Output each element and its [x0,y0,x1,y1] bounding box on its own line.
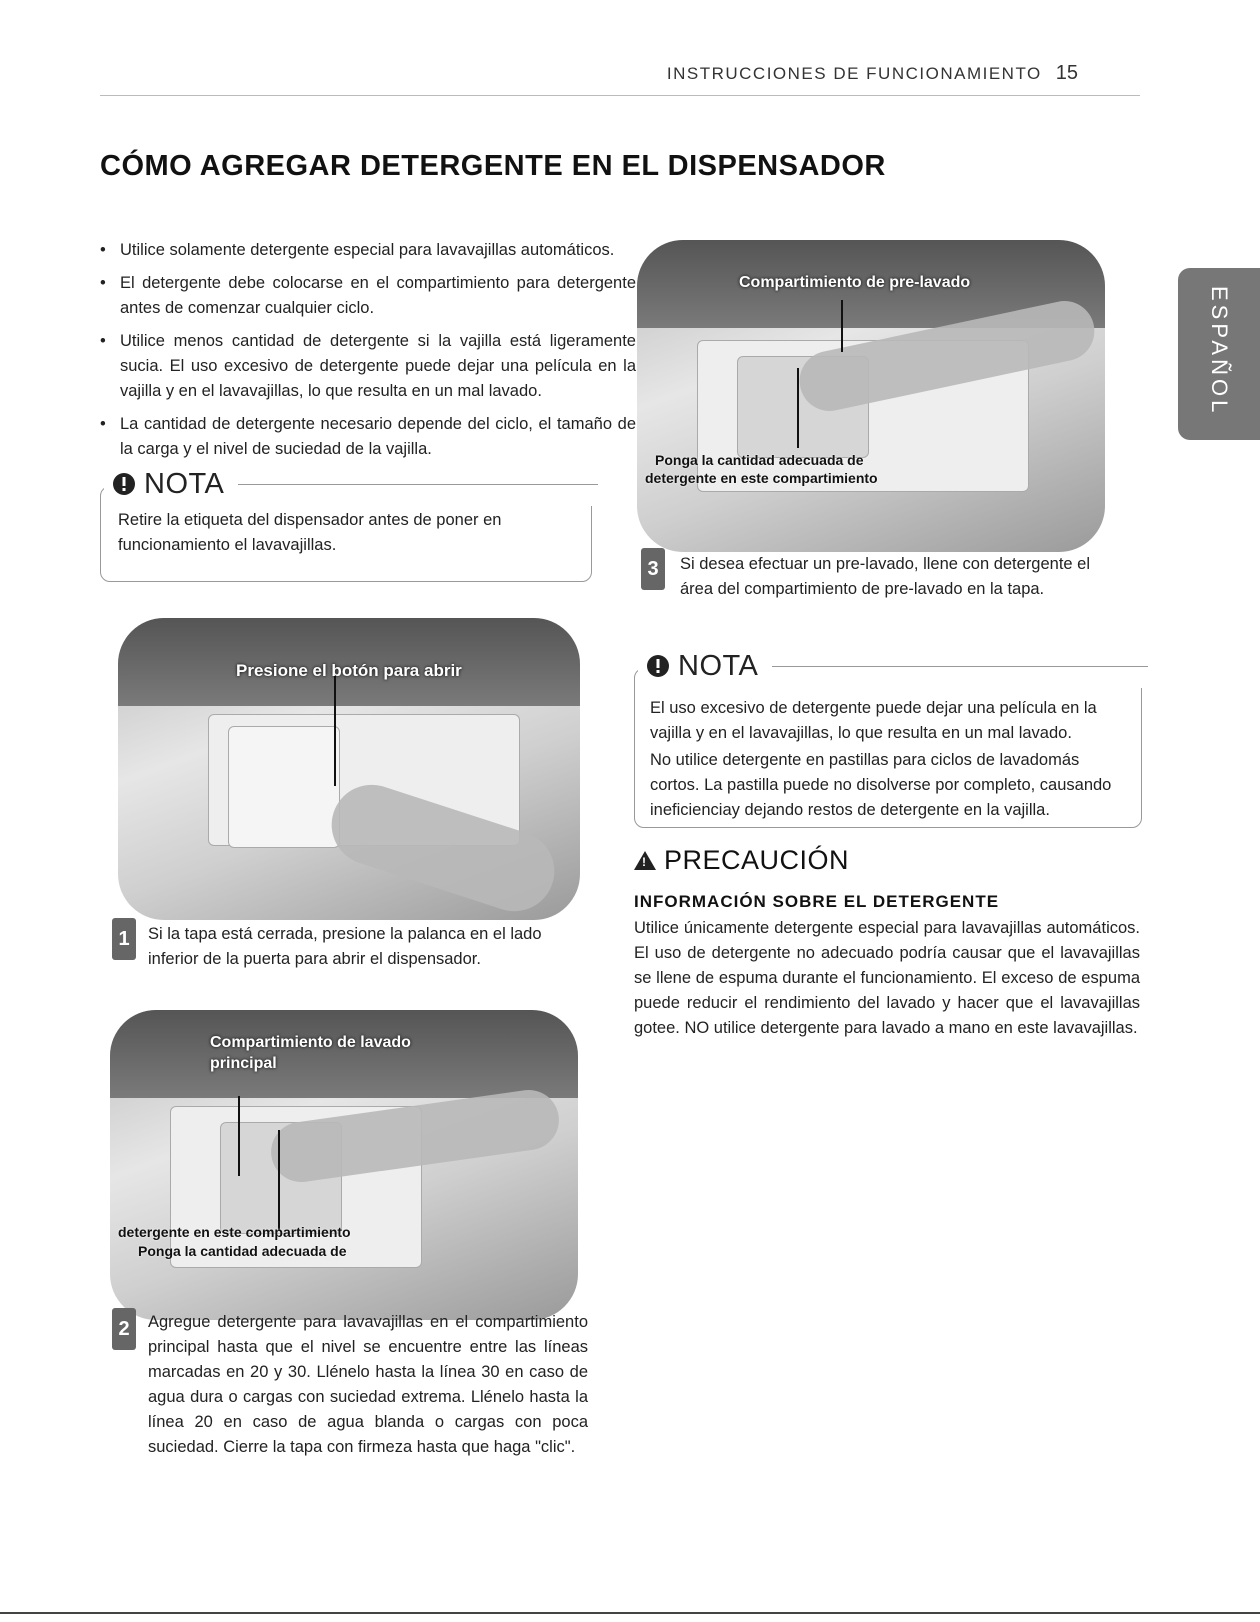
caution-heading [634,845,849,876]
language-tab [1178,268,1260,440]
note-label: NOTA [144,467,225,500]
photo-label-line-1: detergente en este compartimiento [118,1224,351,1240]
language-tab-label: ESPAÑOL [1207,286,1232,417]
caution-title: PRECAUCIÓN [664,845,850,875]
note-rule [238,484,598,485]
photo-label-line-1: Ponga la cantidad adecuada de [655,452,864,468]
note-text-2a: El uso excesivo de detergente puede dejar una película en la vajilla y en el lavavajillas, lo que resulta en un mal lavado. [650,699,1097,742]
note-text-1: Retire la etiqueta del dispensador antes de poner en funcionamiento el lavavajillas. [118,511,502,554]
photo-label-line-2: detergente en este compartimiento [645,470,878,486]
photo-caption: Compartimiento de pre-lavado [739,274,971,291]
running-header [667,62,1078,85]
step-number-1: 1 [112,918,136,960]
step-text-1: Si la tapa está cerrada, presione la palanca en el lado inferior de la puerta para abrir el dispensador. [148,925,542,968]
arrow-down [334,676,336,786]
header-divider [100,95,1140,96]
info-icon [112,472,136,496]
step-number-3: 3 [641,548,665,590]
step-text-3: Si desea efectuar un pre-lavado, llene con detergente el área del compartimiento de pre-lavado en la tapa. [680,555,1091,598]
photo-caption-text: Compartimiento de lavado principal [210,1034,411,1072]
arrow-up [797,368,799,448]
list-item: • La cantidad de detergente necesario depende del ciclo, el tamaño de la carga y el nivel de suciedad de la vajilla. [100,412,636,462]
instructions-list [100,238,636,470]
list-item: • El detergente debe colocarse en el compartimiento para detergente antes de comenzar cualquier ciclo. [100,271,636,321]
step-text-2: Agregue detergente para lavavajillas en el compartimiento principal hasta que el nivel se encuentre entre las líneas marcadas en 20 y 30. Llénelo hasta la línea 30 en caso de agua dura o cargas con suciedad extrema. Llénelo hasta la línea 20 en caso de agua blanda o cargas con poca suciedad. Cierre la tapa con firmeza hasta que haga "clic". [148,1313,588,1456]
caution-text: Utilice únicamente detergente especial para lavavajillas automáticos. El uso de detergente no adecuado podría causar que el lavavajillas se llene de espuma durante el funcionamiento. El exceso de espuma puede reducir el rendimiento del lavado y hacer que el lavavajillas gotee. NO utilice detergente para lavado a mano en este lavavajillas. [634,919,1140,1037]
page-title: CÓMO AGREGAR DETERGENTE EN EL DISPENSADOR [100,150,886,182]
photo-caption: Presione el botón para abrir [236,661,462,680]
dispenser-lid [228,726,340,848]
arrow-down [841,300,843,352]
list-item: • Utilice solamente detergente especial para lavavajillas automáticos. [100,238,636,263]
photo-step-3 [637,240,1105,552]
note-heading-1 [104,462,604,506]
photo-step-2 [110,1010,578,1320]
section-title: INSTRUCCIONES DE FUNCIONAMIENTO [666,64,1042,83]
note-heading-2 [638,644,1154,688]
arrow-up [278,1130,280,1230]
photo-caption [210,1032,430,1074]
note-rule [772,666,1148,667]
note-text-2b: No utilice detergente en pastillas para ciclos de lavadomás cortos. La pastilla puede no disolverse por completo, causando ineficienciay dejando restos de detergente en la vajilla. [650,751,1112,819]
page-number: 15 [1055,62,1078,84]
warning-icon [634,851,656,870]
photo-label-line-2: Ponga la cantidad adecuada de [138,1243,347,1259]
caution-subtitle: INFORMACIÓN SOBRE EL DETERGENTE [634,892,1000,911]
arrow-down [238,1096,240,1176]
note-label: NOTA [678,649,759,682]
step-number-2: 2 [112,1308,136,1350]
list-item: • Utilice menos cantidad de detergente si la vajilla está ligeramente sucia. El uso excesivo de detergente puede dejar una película en la vajilla y en el lavavajillas, lo que resulta en un mal lavado. [100,329,636,404]
photo-step-1 [118,618,580,920]
info-icon [646,654,670,678]
page-bottom-edge [0,1612,1260,1614]
